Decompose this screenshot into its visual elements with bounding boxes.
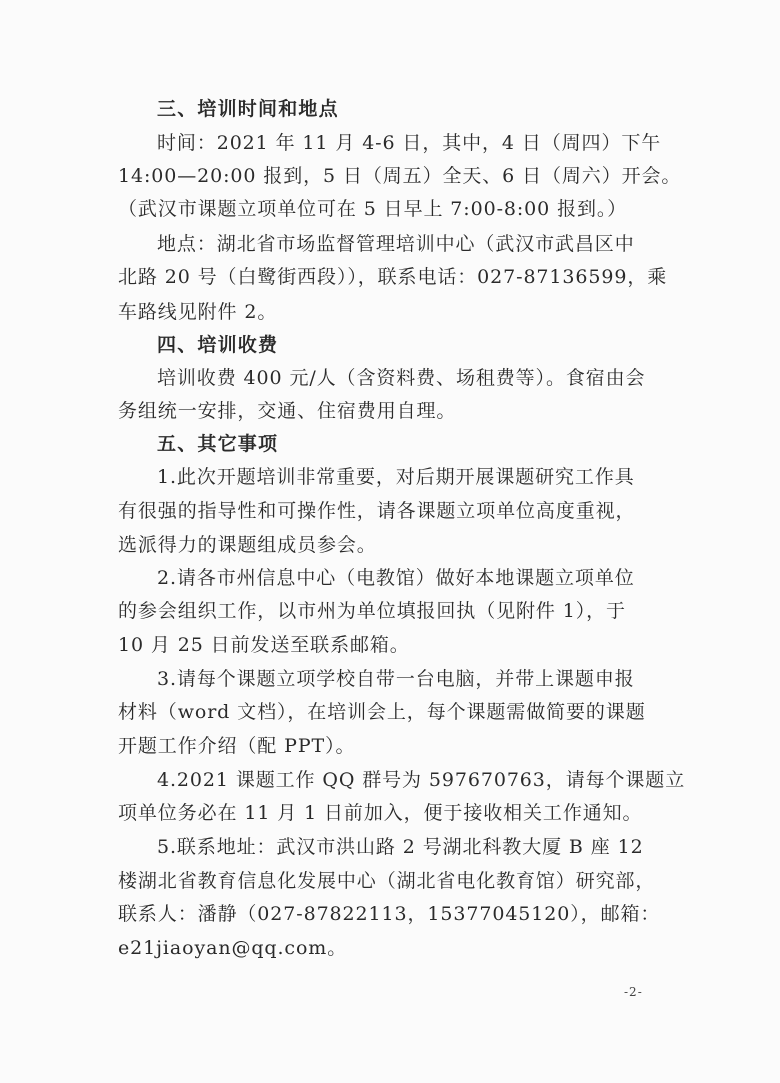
paragraph-line: 开题工作介绍（配 PPT）。 [118,735,356,757]
paragraph-line: 1.此次开题培训非常重要，对后期开展课题研究工作具 [157,466,635,488]
paragraph-line: 联系人：潘静（027-87822113，15377045120），邮箱： [118,903,661,925]
paragraph-line: 项单位务必在 11 月 1 日前加入，便于接收相关工作通知。 [118,802,643,824]
paragraph-line: 有很强的指导性和可操作性，请各课题立项单位高度重视， [118,500,636,522]
paragraph-line: 北路 20 号（白鹭街西段）），联系电话：027-87136599，乘 [118,266,668,288]
paragraph-line: 5.联系地址：武汉市洪山路 2 号湖北科教大厦 B 座 12 [157,836,644,858]
paragraph-line: 时间：2021 年 11 月 4-6 日，其中，4 日（周四）下午 [157,132,662,154]
paragraph-line: 材料（word 文档），在培训会上，每个课题需做简要的课题 [118,701,646,723]
paragraph-line: 2.请各市州信息中心（电教馆）做好本地课题立项单位 [157,567,635,589]
paragraph-line: 车路线见附件 2。 [118,301,278,323]
paragraph-line: 14:00—20:00 报到，5 日（周五）全天、6 日（周六）开会。 [118,165,682,187]
paragraph-line: 4.2021 课题工作 QQ 群号为 597670763，请每个课题立 [157,769,686,791]
page-number: -2- [624,985,643,999]
paragraph-line: 3.请每个课题立项学校自带一台电脑，并带上课题申报 [157,668,635,690]
paragraph-line: 楼湖北省教育信息化发展中心（湖北省电化教育馆）研究部， [118,870,656,892]
paragraph-line: 的参会组织工作，以市州为单位填报回执（见附件 1），于 [118,600,626,622]
section-heading-3: 三、培训时间和地点 [157,98,339,120]
paragraph-line: 选派得力的课题组成员参会。 [118,534,377,556]
section-heading-5: 五、其它事项 [157,433,279,455]
paragraph-line: 务组统一安排，交通、住宿费用自理。 [118,400,457,422]
paragraph-line: 地点：湖北省市场监督管理培训中心（武汉市武昌区中 [157,233,635,255]
paragraph-line: 培训收费 400 元/人（含资料费、场租费等）。食宿由会 [157,367,646,389]
paragraph-line: e21jiaoyan@qq.com。 [118,937,348,959]
section-heading-4: 四、培训收费 [157,334,279,356]
paragraph-line: 10 月 25 日前发送至联系邮箱。 [118,634,410,656]
paragraph-line: （武汉市课题立项单位可在 5 日早上 7:00-8:00 报到。） [118,198,628,220]
